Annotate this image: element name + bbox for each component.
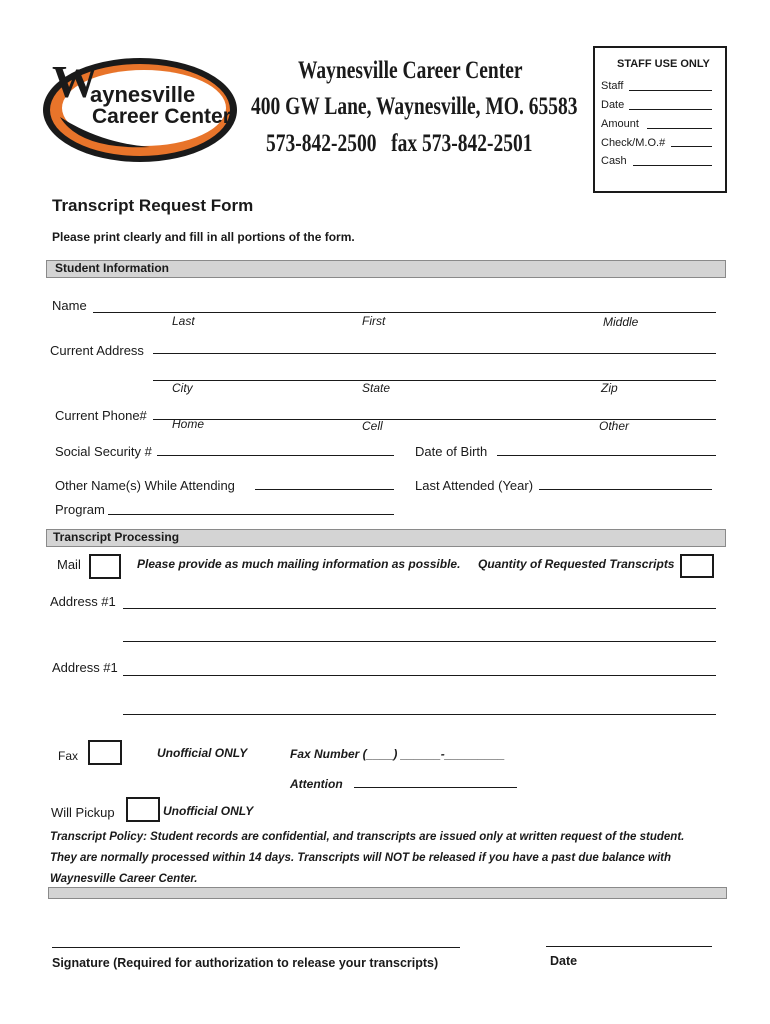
policy-line-2: They are normally processed within 14 days. Transcripts will NOT be released if you have a past due balance with: [50, 852, 671, 864]
school-address: 400 GW Lane, Waynesville, MO. 65583: [251, 93, 578, 120]
date-field[interactable]: [546, 946, 712, 947]
staff-field-check: Check/M.O.#: [601, 137, 666, 149]
staff-check-line[interactable]: [671, 146, 712, 147]
phone-field[interactable]: [153, 419, 716, 420]
program-label: Program: [55, 502, 105, 517]
fax-checkbox[interactable]: [88, 740, 122, 765]
name-label: Name: [52, 298, 87, 313]
last-attended-field[interactable]: [539, 489, 712, 490]
policy-line-3: Waynesville Career Center.: [50, 873, 198, 885]
address-field[interactable]: [153, 353, 716, 354]
name-first-label: First: [362, 314, 386, 328]
staff-cash-line[interactable]: [633, 165, 712, 166]
pickup-label: Will Pickup: [51, 805, 115, 820]
other-names-field[interactable]: [255, 489, 394, 490]
logo-line2: Career Center: [92, 105, 231, 128]
address-label: Current Address: [50, 343, 144, 358]
address2-field-line1[interactable]: [123, 675, 716, 676]
pickup-unofficial-label: Unofficial ONLY: [163, 804, 254, 818]
quantity-box[interactable]: [680, 554, 714, 578]
school-name: Waynesville Career Center: [298, 57, 523, 84]
address2-label: Address #1: [52, 660, 118, 675]
date-label: Date: [550, 954, 578, 968]
name-field[interactable]: [93, 312, 716, 313]
dob-field[interactable]: [497, 455, 716, 456]
address-city-label: City: [172, 381, 193, 395]
ssn-label: Social Security #: [55, 444, 152, 459]
staff-staff-line[interactable]: [629, 90, 712, 91]
address1-label: Address #1: [50, 594, 116, 609]
phone-label: Current Phone#: [55, 408, 147, 423]
form-title: Transcript Request Form: [52, 196, 254, 215]
staff-date-line[interactable]: [629, 109, 712, 110]
school-logo: [40, 55, 240, 165]
policy-divider: [48, 887, 727, 899]
program-field[interactable]: [108, 514, 394, 515]
policy-line-1: Transcript Policy: Student records are confidential, and transcripts are issued only at written request of the student.: [50, 831, 685, 843]
ssn-field[interactable]: [157, 455, 394, 456]
processing-title: Transcript Processing: [53, 530, 180, 544]
attention-field[interactable]: [354, 787, 517, 788]
form-instructions: Please print clearly and fill in all portions of the form.: [52, 230, 355, 244]
mail-checkbox[interactable]: [89, 554, 121, 579]
phone-home-label: Home: [172, 417, 205, 431]
processing-header: [46, 529, 726, 547]
staff-amount-line[interactable]: [647, 128, 712, 129]
staff-use-title: STAFF USE ONLY: [617, 58, 710, 70]
fax-unofficial-label: Unofficial ONLY: [157, 746, 248, 760]
quantity-label: Quantity of Requested Transcripts: [478, 557, 675, 571]
address-zip-label: Zip: [601, 381, 618, 395]
phone-cell-label: Cell: [362, 419, 383, 433]
signature-label: Signature (Required for authorization to release your transcripts): [52, 956, 439, 970]
signature-field[interactable]: [52, 947, 460, 948]
mail-note: Please provide as much mailing information as possible.: [137, 557, 461, 571]
address-state-label: State: [362, 381, 391, 395]
other-names-label: Other Name(s) While Attending: [55, 478, 235, 493]
attention-label: Attention: [290, 777, 343, 791]
phone-other-label: Other: [599, 419, 630, 433]
logo-line1: aynesville: [90, 82, 196, 107]
address2-field-line2[interactable]: [123, 714, 716, 715]
name-middle-label: Middle: [603, 315, 639, 329]
staff-field-amount: Amount: [601, 118, 639, 130]
mail-label: Mail: [57, 557, 81, 572]
student-info-header: [46, 260, 726, 278]
dob-label: Date of Birth: [415, 444, 488, 459]
staff-use-box: [593, 46, 727, 193]
name-last-label: Last: [172, 314, 195, 328]
last-attended-label: Last Attended (Year): [415, 478, 534, 493]
address-city-state-zip-field[interactable]: [153, 380, 716, 381]
pickup-checkbox[interactable]: [126, 797, 160, 822]
student-info-title: Student Information: [55, 261, 169, 275]
address1-field-line2[interactable]: [123, 641, 716, 642]
fax-number-label[interactable]: Fax Number (____) ______-_________: [290, 747, 505, 761]
staff-field-staff: Staff: [601, 80, 624, 92]
logo-initial: W: [52, 56, 98, 107]
school-phone: 573-842-2500 fax 573-842-2501: [266, 130, 533, 157]
fax-label: Fax: [58, 749, 79, 763]
staff-field-cash: Cash: [601, 155, 627, 167]
staff-field-date: Date: [601, 99, 625, 111]
address1-field-line1[interactable]: [123, 608, 716, 609]
